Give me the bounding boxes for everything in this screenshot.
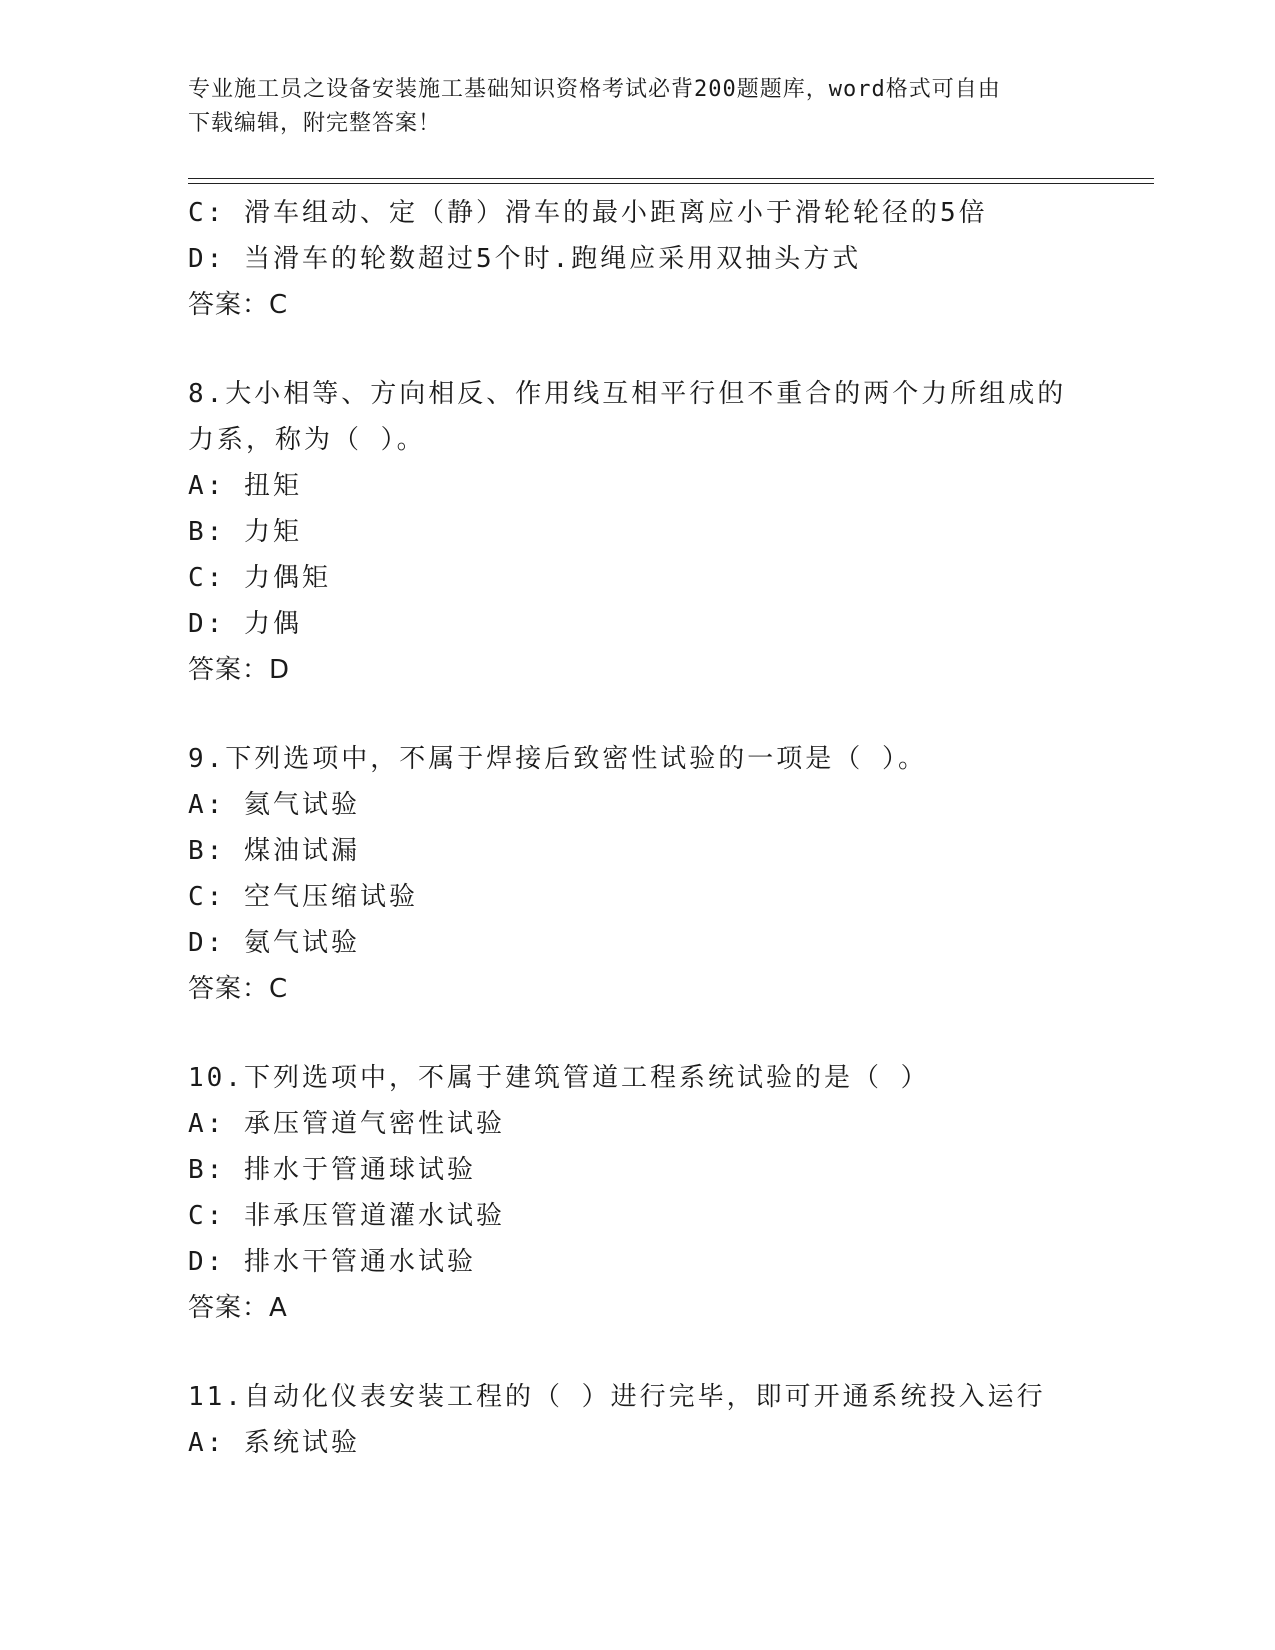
option-d: D: 当滑车的轮数超过5个时.跑绳应采用双抽头方式 [188,244,862,274]
question-7 [188,190,1154,328]
option-b: B: 力矩 [188,517,302,547]
question-stem-line1: 8.大小相等、方向相反、作用线互相平行但不重合的两个力所组成的 [188,379,1067,409]
option-c: C: 空气压缩试验 [188,882,418,912]
question-8 [188,371,1154,693]
answer: 答案：A [188,1293,288,1323]
option-a: A: 承压管道气密性试验 [188,1109,505,1139]
header-title-line1: 专业施工员之设备安装施工基础知识资格考试必背200题题库，word格式可自由 [188,77,1001,102]
header-divider-bottom [188,183,1154,184]
option-c: C: 力偶矩 [188,563,331,593]
answer: 答案：D [188,655,291,685]
header-divider-top [188,178,1154,179]
option-b: B: 排水于管通球试验 [188,1155,476,1185]
spacer [188,1012,1154,1055]
question-stem: 10.下列选项中，不属于建筑管道工程系统试验的是（ ） [188,1063,930,1093]
option-c: C: 滑车组动、定（静）滑车的最小距离应小于滑轮轮径的5倍 [188,198,988,228]
answer: 答案：C [188,290,289,320]
spacer [188,328,1154,371]
option-d: D: 排水干管通水试验 [188,1247,476,1277]
question-11 [188,1374,1154,1466]
header-title-line2: 下载编辑，附完整答案！ [188,111,442,136]
question-9 [188,736,1154,1012]
option-a: A: 系统试验 [188,1428,360,1458]
document-header [188,73,1088,141]
spacer [188,693,1154,736]
option-b: B: 煤油试漏 [188,836,360,866]
option-d: D: 氨气试验 [188,928,360,958]
question-stem: 9.下列选项中，不属于焊接后致密性试验的一项是（ ）。 [188,744,927,774]
option-a: A: 扭矩 [188,471,302,501]
option-a: A: 氦气试验 [188,790,360,820]
option-c: C: 非承压管道灌水试验 [188,1201,505,1231]
question-10 [188,1055,1154,1331]
question-stem: 11.自动化仪表安装工程的（ ）进行完毕，即可开通系统投入运行 [188,1382,1046,1412]
spacer [188,1331,1154,1374]
question-list [188,190,1154,1466]
option-d: D: 力偶 [188,609,302,639]
question-stem-line2: 力系，称为（ ）。 [188,425,426,455]
answer: 答案：C [188,974,289,1004]
